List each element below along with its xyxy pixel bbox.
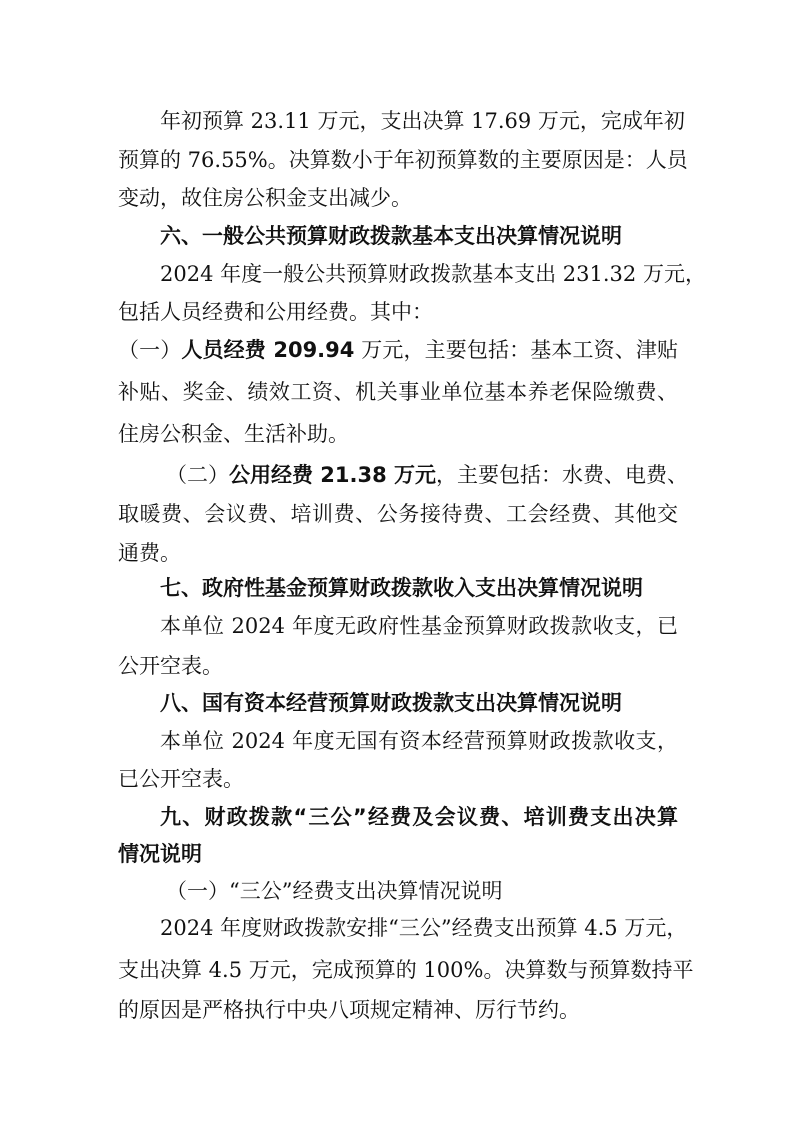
section-heading-6: 六、一般公共预算财政拨款基本支出决算情况说明 xyxy=(160,224,622,248)
paragraph-line: 年初预算 23.11 万元，支出决算 17.69 万元，完成年初 xyxy=(160,109,685,133)
item-prefix: （一） xyxy=(118,338,182,362)
paragraph-line: 取暖费、会议费、培训费、公务接待费、工会经费、其他交 xyxy=(118,502,678,526)
paragraph-line: 公开空表。 xyxy=(118,654,223,678)
item-bold-text: 人员经费 209.94 xyxy=(181,338,355,362)
paragraph-line: 2024 年度一般公共预算财政拨款基本支出 231.32 万元， xyxy=(160,262,706,286)
paragraph-line: 本单位 2024 年度无政府性基金预算财政拨款收支，已 xyxy=(160,614,678,638)
item-bold-text: 公用经费 21.38 万元 xyxy=(229,463,437,487)
paragraph-line: 支出决算 4.5 万元，完成预算的 100%。决算数与预算数持平 xyxy=(118,958,694,982)
item-text: 万元，主要包括：基本工资、津贴 xyxy=(354,338,678,362)
paragraph-line: 预算的 76.55%。决算数小于年初预算数的主要原因是：人员 xyxy=(118,148,688,172)
item-text: ，主要包括：水费、电费、 xyxy=(436,463,689,487)
paragraph-line: 补贴、奖金、绩效工资、机关事业单位基本养老保险缴费、 xyxy=(118,380,678,404)
paragraph-line: 变动，故住房公积金支出减少。 xyxy=(118,186,412,210)
paragraph-line xyxy=(166,461,689,489)
paragraph-line: 的原因是严格执行中央八项规定精神、厉行节约。 xyxy=(118,998,580,1022)
paragraph-line: 住房公积金、生活补助。 xyxy=(118,422,349,446)
paragraph-line xyxy=(118,336,678,364)
section-heading-9-cont: 情况说明 xyxy=(118,842,202,866)
section-heading-9: 九、财政拨款“三公”经费及会议费、培训费支出决算 xyxy=(160,805,678,829)
paragraph-line: 已公开空表。 xyxy=(118,767,244,791)
item-prefix: （二） xyxy=(166,463,229,487)
paragraph-line: 通费。 xyxy=(118,541,181,565)
paragraph-line: 2024 年度财政拨款安排“三公”经费支出预算 4.5 万元， xyxy=(160,916,688,940)
subsection-heading: （一）“三公”经费支出决算情况说明 xyxy=(166,879,503,903)
section-heading-8: 八、国有资本经营预算财政拨款支出决算情况说明 xyxy=(160,691,622,715)
paragraph-line: 包括人员经费和公用经费。其中： xyxy=(118,300,433,324)
section-heading-7: 七、政府性基金预算财政拨款收入支出决算情况说明 xyxy=(160,576,643,600)
paragraph-line: 本单位 2024 年度无国有资本经营预算财政拨款收支， xyxy=(160,729,678,753)
